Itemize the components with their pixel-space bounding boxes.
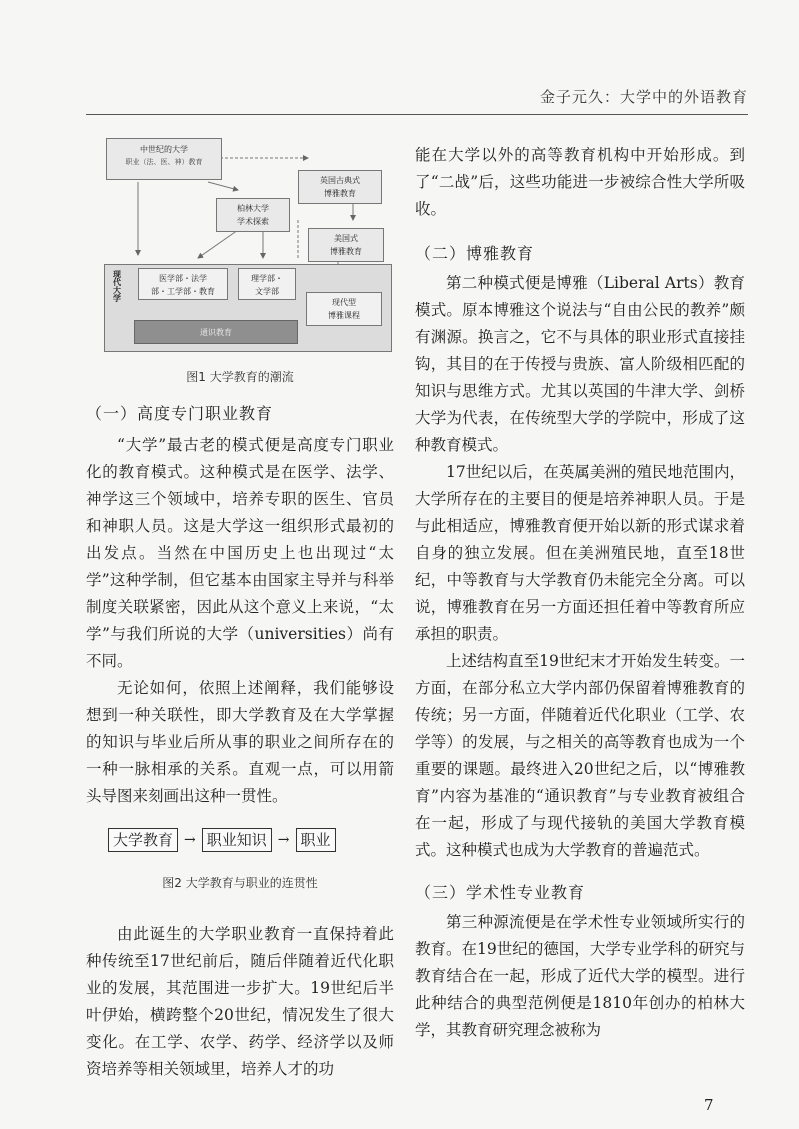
right-paragraph-3: 上述结构直至19世纪末才开始发生转变。一方面，在部分私立大学内部仍保留着博雅教育的传统；另一方面，伴随着近代化职业（工学、农学等）的发展，与之相关的高等教育也成为一个重要的课题。最终进入20世纪之后，以“博雅教育”内容为基准的“通识教育”与专业教育被组合在一起，形成了与现代接轨的美国大学教育模式。这种模式也成为大学教育的普遍范式。 (415, 652, 745, 859)
general-ed-text: 通识教育 (200, 328, 232, 337)
modern-university-label (106, 266, 128, 324)
medieval-sub: 职业（法、医、神）教育 (125, 158, 203, 166)
berlin-university-box (216, 198, 290, 232)
section-3-title: （三）学术性专业教育 (415, 883, 586, 902)
right-paragraph-1: 第二种模式便是博雅（Liberal Arts）教育模式。原本博雅这个说法与“自由公民的教养”颇有渊源。换言之，它不与具体的职业形式直接挂钩，其目的在于传授与贵族、富人阶级相匹配的知识与思维方式。尤其以英国的牛津大学、剑桥大学为代表，在传统型大学的学院中，形成了这种教育模式。 (415, 274, 745, 454)
american-box (308, 228, 384, 262)
left-paragraph-2: 无论如何，依照上述阐释，我们能够设想到一种关联性，即大学教育及在大学掌握的知识与毕业后所从事的职业之间所存在的一种一脉相承的关系。直观一点，可以用箭头导图来刻画出这种一贯性。 (86, 679, 394, 805)
american-title: 美国式 (334, 234, 358, 243)
medieval-university-box (106, 138, 222, 180)
british-classical-box (298, 170, 382, 204)
left-paragraph-3: 由此诞生的大学职业教育一直保持着此种传统至17世纪前后，随后伴随着近代化职业的发展，其范围进一步扩大。19世纪后半叶伊始，横跨整个20世纪，情况发生了很大变化。在工学、农学、药学、经济学以及师资培养等相关领域里，培养人才的功 (86, 925, 394, 1078)
running-header: 金子元久：大学中的外语教育 (539, 88, 748, 106)
left-column (86, 130, 394, 1083)
science-letters-box (238, 268, 296, 300)
figure-1-diagram (98, 130, 398, 362)
section-1-title: （一）高度专门职业教育 (86, 404, 274, 423)
header-rule (86, 114, 748, 115)
flow-arrow-icon: → (277, 832, 290, 848)
figure-2-flow (108, 828, 394, 852)
modern-liberal-line1: 现代型 (332, 298, 356, 307)
flow-arrow-icon: → (184, 832, 196, 848)
professional-faculties-box (138, 268, 228, 300)
flow-box-education: 大学教育 (108, 828, 178, 852)
faculties-line1: 医学部・法学 (159, 274, 207, 283)
flow-box-occupation: 职业 (296, 828, 336, 852)
left-paragraph-1: “大学”最古老的模式便是高度专门职业化的教育模式。这种模式是在医学、法学、神学这三个领域中，培养专职的医生、官员和神职人员。这是大学这一组织形式最初的出发点。当然在中国历史上也出现过“太学”这种学制，但它基本由国家主导并与科举制度关联紧密，因此从这个意义上来说，“太学”与我们所说的大学（universities）尚有不同。 (86, 436, 394, 670)
american-sub: 博雅教育 (330, 247, 362, 256)
science-line2: 文学部 (255, 287, 279, 296)
modern-liberal-line2: 博雅课程 (328, 311, 360, 320)
right-paragraph-0: 能在大学以外的高等教育机构中开始形成。到了“二战”后，这些功能进一步被综合性大学所吸收。 (415, 146, 745, 218)
general-education-box (134, 320, 298, 344)
faculties-line2: 部・工学部・教育 (151, 287, 215, 296)
section-2-title: （二）博雅教育 (415, 244, 535, 263)
modern-univ-text: 现代大学 (112, 270, 122, 302)
figure-2-caption: 图2 大学教育与职业的连贯性 (162, 876, 318, 890)
british-sub: 博雅教育 (324, 189, 356, 198)
flow-box-knowledge: 职业知识 (202, 828, 272, 852)
right-paragraph-2: 17世纪以后，在英属美洲的殖民地范围内，大学所存在的主要目的便是培养神职人员。于是与此相适应，博雅教育便开始以新的形式谋求着自身的独立发展。但在美洲殖民地，直至18世纪，中等教育与大学教育仍未能完全分离。可以说，博雅教育在另一方面还担任着中等教育所应承担的职责。 (415, 463, 745, 643)
right-column (415, 142, 745, 1044)
berlin-sub: 学术探索 (237, 217, 269, 226)
science-line1: 理学部・ (251, 274, 283, 283)
page-number: 7 (704, 1096, 714, 1114)
medieval-title: 中世纪的大学 (140, 145, 188, 154)
british-title: 英国古典式 (320, 176, 360, 185)
berlin-title: 柏林大学 (237, 204, 269, 213)
modern-liberal-arts-box (306, 292, 382, 326)
figure-1-caption: 图1 大学教育的潮流 (186, 370, 294, 384)
right-paragraph-4: 第三种源流便是在学术性专业领域所实行的教育。在19世纪的德国，大学专业学科的研究与教育结合在一起，形成了近代大学的模型。进行此种结合的典型范例便是1810年创办的柏林大学，其教育研究理念被称为 (415, 913, 745, 1039)
